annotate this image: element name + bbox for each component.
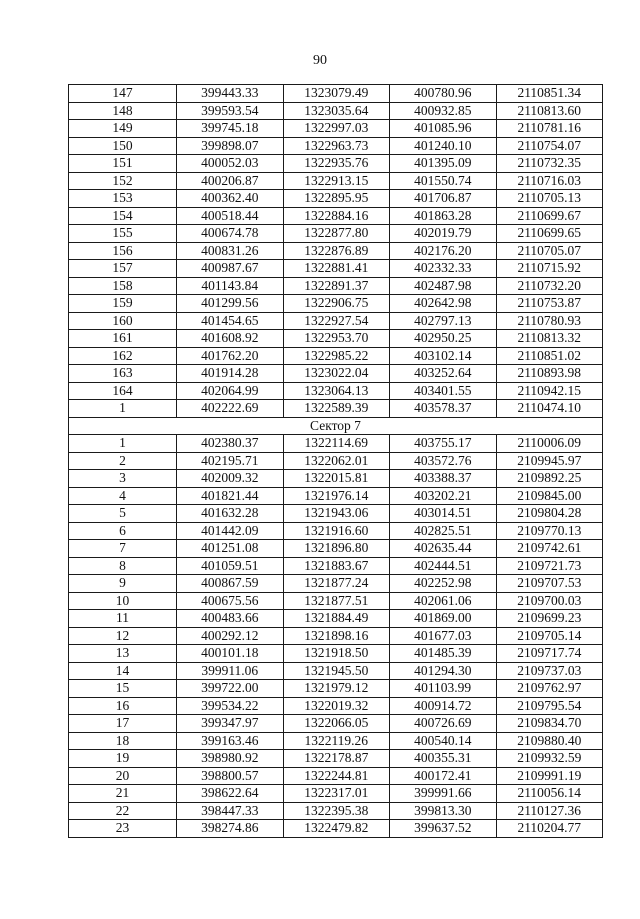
coord-y-2-cell: 2110813.60 — [496, 102, 603, 120]
coord-x-2-cell: 403572.76 — [390, 452, 497, 470]
coord-y-2-cell: 2109707.53 — [496, 575, 603, 593]
coord-y-1-cell: 1322895.95 — [283, 190, 390, 208]
point-number-cell: 6 — [69, 522, 177, 540]
table-row — [69, 505, 603, 523]
coord-x-1-cell: 399722.00 — [177, 680, 284, 698]
coord-y-1-cell: 1322913.15 — [283, 172, 390, 190]
coord-x-2-cell: 401869.00 — [390, 610, 497, 628]
point-number-cell: 4 — [69, 487, 177, 505]
point-number-cell: 8 — [69, 557, 177, 575]
table-row — [69, 522, 603, 540]
coord-y-1-cell: 1322963.73 — [283, 137, 390, 155]
coordinates-table-body — [69, 85, 603, 838]
coord-y-1-cell: 1322066.05 — [283, 715, 390, 733]
coord-y-1-cell: 1322395.38 — [283, 802, 390, 820]
point-number-cell: 2 — [69, 452, 177, 470]
coord-x-2-cell: 402444.51 — [390, 557, 497, 575]
coord-x-1-cell: 400831.26 — [177, 242, 284, 260]
point-number-cell: 155 — [69, 225, 177, 243]
coord-x-2-cell: 401550.74 — [390, 172, 497, 190]
point-number-cell: 149 — [69, 120, 177, 138]
table-row — [69, 697, 603, 715]
coord-y-1-cell: 1323035.64 — [283, 102, 390, 120]
table-row — [69, 260, 603, 278]
coord-y-1-cell: 1321877.51 — [283, 592, 390, 610]
coord-x-2-cell: 400172.41 — [390, 767, 497, 785]
table-row — [69, 662, 603, 680]
coord-x-1-cell: 400867.59 — [177, 575, 284, 593]
coord-y-2-cell: 2110056.14 — [496, 785, 603, 803]
coord-y-1-cell: 1322019.32 — [283, 697, 390, 715]
coord-x-1-cell: 398274.86 — [177, 820, 284, 838]
coord-x-1-cell: 399593.54 — [177, 102, 284, 120]
coord-y-1-cell: 1322935.76 — [283, 155, 390, 173]
coord-x-2-cell: 401240.10 — [390, 137, 497, 155]
table-row — [69, 802, 603, 820]
table-row — [69, 312, 603, 330]
point-number-cell: 160 — [69, 312, 177, 330]
coord-y-2-cell: 2110851.34 — [496, 85, 603, 103]
coord-x-2-cell: 401863.28 — [390, 207, 497, 225]
coord-x-1-cell: 400987.67 — [177, 260, 284, 278]
point-number-cell: 13 — [69, 645, 177, 663]
table-row — [69, 330, 603, 348]
coord-y-1-cell: 1322927.54 — [283, 312, 390, 330]
coord-y-2-cell: 2110705.07 — [496, 242, 603, 260]
coord-y-2-cell: 2109699.23 — [496, 610, 603, 628]
coord-y-2-cell: 2109880.40 — [496, 732, 603, 750]
coord-y-2-cell: 2109795.54 — [496, 697, 603, 715]
point-number-cell: 151 — [69, 155, 177, 173]
coord-y-1-cell: 1322884.16 — [283, 207, 390, 225]
table-row — [69, 470, 603, 488]
coord-x-1-cell: 400518.44 — [177, 207, 284, 225]
section-title: Сектор 7 — [69, 417, 603, 435]
coord-y-2-cell: 2110699.67 — [496, 207, 603, 225]
coord-x-1-cell: 400362.40 — [177, 190, 284, 208]
coord-y-2-cell: 2109742.61 — [496, 540, 603, 558]
coord-x-1-cell: 401821.44 — [177, 487, 284, 505]
point-number-cell: 154 — [69, 207, 177, 225]
point-number-cell: 21 — [69, 785, 177, 803]
coord-y-1-cell: 1322589.39 — [283, 400, 390, 418]
coord-y-2-cell: 2110851.02 — [496, 347, 603, 365]
point-number-cell: 147 — [69, 85, 177, 103]
coord-x-1-cell: 401143.84 — [177, 277, 284, 295]
coord-x-1-cell: 400674.78 — [177, 225, 284, 243]
coord-x-2-cell: 400780.96 — [390, 85, 497, 103]
point-number-cell: 1 — [69, 435, 177, 453]
point-number-cell: 19 — [69, 750, 177, 768]
coord-x-2-cell: 401103.99 — [390, 680, 497, 698]
table-row — [69, 557, 603, 575]
coord-x-1-cell: 399898.07 — [177, 137, 284, 155]
coord-x-2-cell: 402061.06 — [390, 592, 497, 610]
coord-y-2-cell: 2110732.35 — [496, 155, 603, 173]
point-number-cell: 164 — [69, 382, 177, 400]
coord-x-2-cell: 402950.25 — [390, 330, 497, 348]
coord-y-2-cell: 2109834.70 — [496, 715, 603, 733]
coord-y-2-cell: 2110780.93 — [496, 312, 603, 330]
table-row — [69, 610, 603, 628]
point-number-cell: 162 — [69, 347, 177, 365]
coord-y-1-cell: 1321896.80 — [283, 540, 390, 558]
coord-y-2-cell: 2110474.10 — [496, 400, 603, 418]
coord-y-1-cell: 1322877.80 — [283, 225, 390, 243]
coord-y-1-cell: 1323079.49 — [283, 85, 390, 103]
coord-x-1-cell: 401608.92 — [177, 330, 284, 348]
coord-y-2-cell: 2110006.09 — [496, 435, 603, 453]
point-number-cell: 12 — [69, 627, 177, 645]
coord-y-1-cell: 1322119.26 — [283, 732, 390, 750]
coord-x-1-cell: 402195.71 — [177, 452, 284, 470]
table-row — [69, 487, 603, 505]
point-number-cell: 148 — [69, 102, 177, 120]
coord-x-2-cell: 403578.37 — [390, 400, 497, 418]
coord-y-1-cell: 1321883.67 — [283, 557, 390, 575]
coord-x-1-cell: 398622.64 — [177, 785, 284, 803]
coord-x-1-cell: 401251.08 — [177, 540, 284, 558]
table-row — [69, 767, 603, 785]
coordinates-table — [68, 84, 603, 838]
coord-x-2-cell: 400726.69 — [390, 715, 497, 733]
coord-y-1-cell: 1322062.01 — [283, 452, 390, 470]
coord-x-2-cell: 403102.14 — [390, 347, 497, 365]
coord-x-2-cell: 401395.09 — [390, 155, 497, 173]
point-number-cell: 20 — [69, 767, 177, 785]
table-row — [69, 225, 603, 243]
table-row — [69, 85, 603, 103]
coord-y-2-cell: 2109991.19 — [496, 767, 603, 785]
point-number-cell: 158 — [69, 277, 177, 295]
coord-y-2-cell: 2109845.00 — [496, 487, 603, 505]
coord-x-1-cell: 402064.99 — [177, 382, 284, 400]
table-row — [69, 435, 603, 453]
table-row — [69, 540, 603, 558]
coord-x-1-cell: 401299.56 — [177, 295, 284, 313]
coord-y-1-cell: 1321884.49 — [283, 610, 390, 628]
table-row — [69, 102, 603, 120]
page-number: 90 — [313, 53, 327, 68]
table-row — [69, 207, 603, 225]
point-number-cell: 10 — [69, 592, 177, 610]
point-number-cell: 159 — [69, 295, 177, 313]
coord-y-2-cell: 2110781.16 — [496, 120, 603, 138]
table-row — [69, 592, 603, 610]
coord-y-2-cell: 2109892.25 — [496, 470, 603, 488]
coord-x-2-cell: 399991.66 — [390, 785, 497, 803]
coord-x-1-cell: 401059.51 — [177, 557, 284, 575]
coord-y-1-cell: 1322906.75 — [283, 295, 390, 313]
coord-y-1-cell: 1323064.13 — [283, 382, 390, 400]
table-row — [69, 172, 603, 190]
point-number-cell: 5 — [69, 505, 177, 523]
coord-x-1-cell: 398800.57 — [177, 767, 284, 785]
point-number-cell: 1 — [69, 400, 177, 418]
coord-x-2-cell: 401485.39 — [390, 645, 497, 663]
coord-y-1-cell: 1322997.03 — [283, 120, 390, 138]
point-number-cell: 11 — [69, 610, 177, 628]
table-row — [69, 137, 603, 155]
point-number-cell: 23 — [69, 820, 177, 838]
coord-y-2-cell: 2110127.36 — [496, 802, 603, 820]
coord-y-2-cell: 2110813.32 — [496, 330, 603, 348]
table-row — [69, 277, 603, 295]
coord-y-1-cell: 1321918.50 — [283, 645, 390, 663]
table-row — [69, 732, 603, 750]
coord-x-2-cell: 402825.51 — [390, 522, 497, 540]
table-row — [69, 452, 603, 470]
point-number-cell: 15 — [69, 680, 177, 698]
table-row — [69, 400, 603, 418]
coord-y-2-cell: 2109932.59 — [496, 750, 603, 768]
coord-y-1-cell: 1321898.16 — [283, 627, 390, 645]
table-row — [69, 785, 603, 803]
coord-x-1-cell: 401762.20 — [177, 347, 284, 365]
coord-y-1-cell: 1322985.22 — [283, 347, 390, 365]
coord-x-2-cell: 402252.98 — [390, 575, 497, 593]
coord-x-1-cell: 399347.97 — [177, 715, 284, 733]
coord-x-2-cell: 400355.31 — [390, 750, 497, 768]
table-row — [69, 347, 603, 365]
coord-x-1-cell: 400101.18 — [177, 645, 284, 663]
table-row — [69, 120, 603, 138]
coord-x-2-cell: 401677.03 — [390, 627, 497, 645]
point-number-cell: 16 — [69, 697, 177, 715]
coord-x-2-cell: 403388.37 — [390, 470, 497, 488]
coord-x-2-cell: 403252.64 — [390, 365, 497, 383]
coord-y-1-cell: 1322891.37 — [283, 277, 390, 295]
point-number-cell: 17 — [69, 715, 177, 733]
coord-y-2-cell: 2109804.28 — [496, 505, 603, 523]
coord-y-1-cell: 1323022.04 — [283, 365, 390, 383]
coord-y-2-cell: 2109721.73 — [496, 557, 603, 575]
coord-y-2-cell: 2109737.03 — [496, 662, 603, 680]
coord-y-2-cell: 2110753.87 — [496, 295, 603, 313]
table-row — [69, 242, 603, 260]
coord-y-2-cell: 2110715.92 — [496, 260, 603, 278]
coord-x-1-cell: 402380.37 — [177, 435, 284, 453]
point-number-cell: 7 — [69, 540, 177, 558]
coord-x-1-cell: 399745.18 — [177, 120, 284, 138]
coord-x-2-cell: 400540.14 — [390, 732, 497, 750]
coord-y-2-cell: 2110732.20 — [496, 277, 603, 295]
coord-y-1-cell: 1321916.60 — [283, 522, 390, 540]
coord-y-1-cell: 1321979.12 — [283, 680, 390, 698]
coord-x-2-cell: 402176.20 — [390, 242, 497, 260]
coord-x-1-cell: 400675.56 — [177, 592, 284, 610]
coord-y-2-cell: 2110716.03 — [496, 172, 603, 190]
coord-x-2-cell: 402487.98 — [390, 277, 497, 295]
coord-y-1-cell: 1322178.87 — [283, 750, 390, 768]
table-row — [69, 627, 603, 645]
coord-x-1-cell: 398980.92 — [177, 750, 284, 768]
point-number-cell: 157 — [69, 260, 177, 278]
point-number-cell: 3 — [69, 470, 177, 488]
coord-x-2-cell: 400914.72 — [390, 697, 497, 715]
table-row — [69, 750, 603, 768]
coord-x-1-cell: 399443.33 — [177, 85, 284, 103]
coord-x-2-cell: 402642.98 — [390, 295, 497, 313]
coord-y-2-cell: 2110204.77 — [496, 820, 603, 838]
point-number-cell: 152 — [69, 172, 177, 190]
table-row — [69, 645, 603, 663]
coord-y-1-cell: 1322015.81 — [283, 470, 390, 488]
table-row — [69, 382, 603, 400]
coord-x-2-cell: 402635.44 — [390, 540, 497, 558]
coord-x-1-cell: 400052.03 — [177, 155, 284, 173]
section-header-row — [69, 417, 603, 435]
coord-x-2-cell: 403202.21 — [390, 487, 497, 505]
coord-x-1-cell: 400483.66 — [177, 610, 284, 628]
coord-x-2-cell: 403014.51 — [390, 505, 497, 523]
coord-y-1-cell: 1321945.50 — [283, 662, 390, 680]
coord-y-2-cell: 2110699.65 — [496, 225, 603, 243]
point-number-cell: 18 — [69, 732, 177, 750]
coord-x-1-cell: 400292.12 — [177, 627, 284, 645]
coord-y-2-cell: 2110893.98 — [496, 365, 603, 383]
coord-x-2-cell: 402019.79 — [390, 225, 497, 243]
coord-x-1-cell: 401914.28 — [177, 365, 284, 383]
coord-y-2-cell: 2109762.97 — [496, 680, 603, 698]
table-row — [69, 295, 603, 313]
point-number-cell: 14 — [69, 662, 177, 680]
coord-x-2-cell: 400932.85 — [390, 102, 497, 120]
coord-y-2-cell: 2110705.13 — [496, 190, 603, 208]
point-number-cell: 153 — [69, 190, 177, 208]
coord-y-2-cell: 2110754.07 — [496, 137, 603, 155]
point-number-cell: 163 — [69, 365, 177, 383]
coord-y-2-cell: 2109717.74 — [496, 645, 603, 663]
coord-x-2-cell: 402332.33 — [390, 260, 497, 278]
coord-y-2-cell: 2109700.03 — [496, 592, 603, 610]
coord-y-1-cell: 1322317.01 — [283, 785, 390, 803]
coord-y-2-cell: 2110942.15 — [496, 382, 603, 400]
coord-x-1-cell: 399911.06 — [177, 662, 284, 680]
coord-y-2-cell: 2109770.13 — [496, 522, 603, 540]
coord-x-2-cell: 401706.87 — [390, 190, 497, 208]
coord-x-1-cell: 399163.46 — [177, 732, 284, 750]
point-number-cell: 9 — [69, 575, 177, 593]
coord-y-1-cell: 1322953.70 — [283, 330, 390, 348]
coord-x-1-cell: 399534.22 — [177, 697, 284, 715]
coord-y-1-cell: 1321877.24 — [283, 575, 390, 593]
point-number-cell: 22 — [69, 802, 177, 820]
table-row — [69, 575, 603, 593]
coord-x-2-cell: 401294.30 — [390, 662, 497, 680]
coord-y-1-cell: 1322479.82 — [283, 820, 390, 838]
table-row — [69, 820, 603, 838]
table-row — [69, 680, 603, 698]
coord-y-1-cell: 1321976.14 — [283, 487, 390, 505]
coord-x-2-cell: 399813.30 — [390, 802, 497, 820]
coord-x-1-cell: 401454.65 — [177, 312, 284, 330]
coord-x-1-cell: 398447.33 — [177, 802, 284, 820]
coord-y-2-cell: 2109945.97 — [496, 452, 603, 470]
coord-x-1-cell: 402009.32 — [177, 470, 284, 488]
coord-x-2-cell: 402797.13 — [390, 312, 497, 330]
coord-y-1-cell: 1322114.69 — [283, 435, 390, 453]
coord-x-1-cell: 402222.69 — [177, 400, 284, 418]
table-row — [69, 365, 603, 383]
coord-x-1-cell: 400206.87 — [177, 172, 284, 190]
coord-y-2-cell: 2109705.14 — [496, 627, 603, 645]
table-row — [69, 715, 603, 733]
coord-y-1-cell: 1321943.06 — [283, 505, 390, 523]
coord-x-1-cell: 401442.09 — [177, 522, 284, 540]
coord-x-1-cell: 401632.28 — [177, 505, 284, 523]
coord-x-2-cell: 403401.55 — [390, 382, 497, 400]
coord-y-1-cell: 1322244.81 — [283, 767, 390, 785]
coord-x-2-cell: 403755.17 — [390, 435, 497, 453]
coord-x-2-cell: 399637.52 — [390, 820, 497, 838]
point-number-cell: 161 — [69, 330, 177, 348]
coord-x-2-cell: 401085.96 — [390, 120, 497, 138]
coord-y-1-cell: 1322881.41 — [283, 260, 390, 278]
table-row — [69, 190, 603, 208]
coord-y-1-cell: 1322876.89 — [283, 242, 390, 260]
point-number-cell: 150 — [69, 137, 177, 155]
point-number-cell: 156 — [69, 242, 177, 260]
table-row — [69, 155, 603, 173]
